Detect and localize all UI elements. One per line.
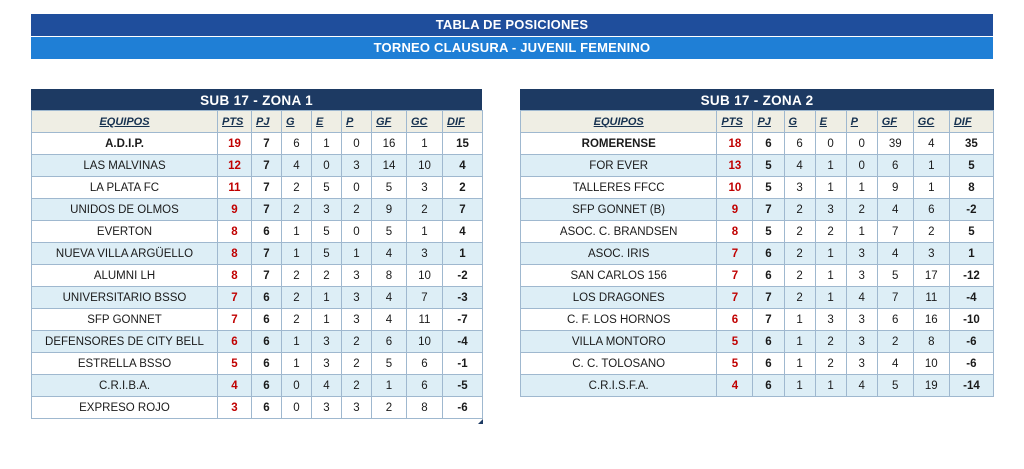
cell-dif: -2 (949, 199, 993, 221)
cell-team: UNIVERSITARIO BSSO (32, 287, 218, 309)
cell-pj: 6 (753, 375, 784, 397)
col-header-gf: GF (877, 111, 913, 133)
cell-e: 5 (312, 243, 342, 265)
zone-2-table (520, 110, 994, 397)
cell-pj: 7 (753, 199, 784, 221)
col-header-team: EQUIPOS (521, 111, 717, 133)
cell-pj: 6 (753, 133, 784, 155)
cell-gc: 4 (913, 133, 949, 155)
col-header-pts: PTS (218, 111, 252, 133)
cell-pj: 6 (753, 353, 784, 375)
cell-team: SFP GONNET (32, 309, 218, 331)
zone-1-table (31, 110, 483, 419)
cell-e: 2 (815, 353, 846, 375)
cell-p: 3 (846, 353, 877, 375)
cell-dif: -7 (443, 309, 483, 331)
cell-dif: -10 (949, 309, 993, 331)
cell-e: 5 (312, 221, 342, 243)
table-row (32, 265, 483, 287)
col-header-g: G (784, 111, 815, 133)
cell-dif: -4 (949, 287, 993, 309)
cell-e: 1 (312, 133, 342, 155)
cell-gc: 3 (407, 243, 443, 265)
cell-e: 1 (312, 287, 342, 309)
cell-dif: 15 (443, 133, 483, 155)
cell-gf: 6 (372, 331, 407, 353)
cell-pts: 12 (218, 155, 252, 177)
cell-g: 1 (784, 309, 815, 331)
cell-team: ALUMNI LH (32, 265, 218, 287)
cell-dif: -5 (443, 375, 483, 397)
cell-pts: 4 (218, 375, 252, 397)
cell-p: 2 (342, 331, 372, 353)
cell-team: FOR EVER (521, 155, 717, 177)
cell-e: 3 (815, 309, 846, 331)
cell-pj: 6 (753, 331, 784, 353)
cell-pj: 7 (753, 287, 784, 309)
cell-pj: 7 (753, 309, 784, 331)
cell-g: 0 (282, 375, 312, 397)
cell-g: 2 (282, 265, 312, 287)
cell-dif: 1 (949, 243, 993, 265)
cell-g: 1 (282, 331, 312, 353)
table-row (521, 243, 994, 265)
cell-pj: 6 (252, 221, 282, 243)
cell-pts: 8 (218, 221, 252, 243)
col-header-dif: DIF (443, 111, 483, 133)
cell-e: 1 (815, 155, 846, 177)
cell-pj: 6 (753, 265, 784, 287)
table-row (521, 199, 994, 221)
cell-dif: 7 (443, 199, 483, 221)
cell-gc: 1 (407, 133, 443, 155)
cell-p: 0 (846, 155, 877, 177)
cell-dif: 35 (949, 133, 993, 155)
cell-gc: 10 (913, 353, 949, 375)
col-header-pj: PJ (252, 111, 282, 133)
cell-gc: 11 (913, 287, 949, 309)
col-header-p: P (342, 111, 372, 133)
cell-team: SFP GONNET (B) (521, 199, 717, 221)
cell-e: 3 (312, 397, 342, 419)
cell-p: 1 (342, 243, 372, 265)
cell-dif: 1 (443, 243, 483, 265)
table-row (32, 331, 483, 353)
cell-team: ASOC. IRIS (521, 243, 717, 265)
cell-gf: 9 (877, 177, 913, 199)
cell-g: 0 (282, 397, 312, 419)
cell-p: 2 (846, 199, 877, 221)
cell-g: 2 (282, 309, 312, 331)
cell-g: 6 (282, 133, 312, 155)
cell-p: 3 (342, 309, 372, 331)
table-row (32, 177, 483, 199)
cell-dif: -2 (443, 265, 483, 287)
cell-e: 2 (312, 265, 342, 287)
cell-team: EXPRESO ROJO (32, 397, 218, 419)
cell-gf: 5 (372, 177, 407, 199)
cell-gc: 6 (407, 353, 443, 375)
cell-g: 1 (282, 353, 312, 375)
cell-team: C. F. LOS HORNOS (521, 309, 717, 331)
cell-pts: 4 (717, 375, 753, 397)
cell-p: 3 (846, 243, 877, 265)
cell-g: 2 (282, 177, 312, 199)
cell-gf: 6 (877, 155, 913, 177)
col-header-e: E (815, 111, 846, 133)
cell-p: 2 (342, 199, 372, 221)
cell-pts: 6 (218, 331, 252, 353)
cell-e: 1 (815, 287, 846, 309)
cell-gf: 2 (372, 397, 407, 419)
cell-g: 4 (784, 155, 815, 177)
cell-pts: 5 (717, 353, 753, 375)
cell-team: DEFENSORES DE CITY BELL (32, 331, 218, 353)
cell-dif: 4 (443, 155, 483, 177)
col-header-gc: GC (913, 111, 949, 133)
cell-gc: 8 (407, 397, 443, 419)
table-row (521, 375, 994, 397)
cell-team: TALLERES FFCC (521, 177, 717, 199)
cell-p: 3 (846, 309, 877, 331)
cell-dif: 2 (443, 177, 483, 199)
cell-gf: 4 (877, 199, 913, 221)
cell-dif: 5 (949, 221, 993, 243)
cell-pts: 19 (218, 133, 252, 155)
cell-team: LA PLATA FC (32, 177, 218, 199)
page-title: TABLA DE POSICIONES (31, 14, 993, 36)
cell-pts: 9 (717, 199, 753, 221)
table-row (521, 265, 994, 287)
cell-pts: 13 (717, 155, 753, 177)
cell-pts: 5 (218, 353, 252, 375)
table-row (32, 155, 483, 177)
cell-p: 4 (846, 375, 877, 397)
cell-p: 3 (342, 397, 372, 419)
cell-dif: -14 (949, 375, 993, 397)
cell-pts: 8 (717, 221, 753, 243)
table-row (32, 287, 483, 309)
sheet-corner-mark (478, 419, 483, 424)
cell-pts: 7 (218, 309, 252, 331)
cell-gf: 4 (372, 287, 407, 309)
table-row (32, 199, 483, 221)
cell-p: 2 (342, 353, 372, 375)
table-row (32, 133, 483, 155)
zone-2-block (520, 89, 994, 397)
cell-e: 1 (312, 309, 342, 331)
cell-e: 3 (312, 199, 342, 221)
cell-team: VILLA MONTORO (521, 331, 717, 353)
table-row (521, 331, 994, 353)
cell-g: 2 (784, 287, 815, 309)
cell-p: 3 (342, 287, 372, 309)
cell-e: 2 (815, 331, 846, 353)
table-row (32, 375, 483, 397)
cell-dif: -1 (443, 353, 483, 375)
cell-pj: 6 (252, 375, 282, 397)
col-header-g: G (282, 111, 312, 133)
col-header-p: P (846, 111, 877, 133)
cell-pj: 5 (753, 221, 784, 243)
cell-g: 2 (282, 199, 312, 221)
cell-gc: 8 (913, 331, 949, 353)
cell-p: 0 (342, 133, 372, 155)
table-row (32, 243, 483, 265)
table-row (521, 287, 994, 309)
cell-p: 0 (342, 221, 372, 243)
col-header-team: EQUIPOS (32, 111, 218, 133)
cell-pj: 7 (252, 133, 282, 155)
table-row (32, 397, 483, 419)
cell-p: 2 (342, 375, 372, 397)
table-header-row (32, 111, 483, 133)
cell-pts: 6 (717, 309, 753, 331)
cell-gf: 1 (372, 375, 407, 397)
cell-gc: 1 (913, 177, 949, 199)
cell-g: 1 (784, 353, 815, 375)
cell-pts: 10 (717, 177, 753, 199)
cell-pts: 5 (717, 331, 753, 353)
cell-gf: 5 (877, 375, 913, 397)
cell-p: 3 (846, 331, 877, 353)
cell-team: A.D.I.P. (32, 133, 218, 155)
cell-g: 4 (282, 155, 312, 177)
cell-pj: 6 (252, 397, 282, 419)
cell-team: SAN CARLOS 156 (521, 265, 717, 287)
cell-g: 3 (784, 177, 815, 199)
cell-gc: 3 (913, 243, 949, 265)
cell-team: C.R.I.B.A. (32, 375, 218, 397)
table-header-row (521, 111, 994, 133)
cell-e: 0 (815, 133, 846, 155)
cell-gc: 1 (407, 221, 443, 243)
cell-gf: 4 (877, 243, 913, 265)
cell-e: 3 (312, 353, 342, 375)
cell-gf: 4 (877, 353, 913, 375)
cell-team: ESTRELLA BSSO (32, 353, 218, 375)
cell-team: ROMERENSE (521, 133, 717, 155)
col-header-gc: GC (407, 111, 443, 133)
cell-g: 1 (282, 243, 312, 265)
cell-gf: 14 (372, 155, 407, 177)
cell-gc: 17 (913, 265, 949, 287)
cell-e: 1 (815, 243, 846, 265)
cell-pj: 7 (252, 243, 282, 265)
cell-g: 2 (784, 199, 815, 221)
cell-gf: 4 (372, 243, 407, 265)
cell-gc: 1 (913, 155, 949, 177)
cell-gc: 10 (407, 155, 443, 177)
cell-team: NUEVA VILLA ARGÜELLO (32, 243, 218, 265)
cell-dif: 8 (949, 177, 993, 199)
table-row (521, 309, 994, 331)
table-row (32, 309, 483, 331)
cell-pts: 18 (717, 133, 753, 155)
cell-pj: 7 (252, 265, 282, 287)
cell-pts: 8 (218, 265, 252, 287)
cell-team: EVERTON (32, 221, 218, 243)
table-row (521, 155, 994, 177)
cell-gf: 5 (372, 353, 407, 375)
cell-gf: 9 (372, 199, 407, 221)
cell-e: 1 (815, 177, 846, 199)
cell-dif: 4 (443, 221, 483, 243)
cell-g: 1 (282, 221, 312, 243)
cell-e: 4 (312, 375, 342, 397)
cell-g: 2 (784, 243, 815, 265)
cell-g: 1 (784, 375, 815, 397)
cell-g: 2 (784, 265, 815, 287)
cell-gf: 4 (372, 309, 407, 331)
cell-pts: 7 (218, 287, 252, 309)
cell-pts: 3 (218, 397, 252, 419)
cell-gf: 39 (877, 133, 913, 155)
table-row (32, 221, 483, 243)
cell-g: 2 (282, 287, 312, 309)
cell-team: C. C. TOLOSANO (521, 353, 717, 375)
cell-gc: 10 (407, 331, 443, 353)
cell-e: 1 (815, 375, 846, 397)
cell-gc: 2 (407, 199, 443, 221)
cell-gc: 19 (913, 375, 949, 397)
cell-pj: 5 (753, 177, 784, 199)
cell-gf: 2 (877, 331, 913, 353)
cell-p: 1 (846, 221, 877, 243)
cell-gf: 7 (877, 221, 913, 243)
cell-gc: 16 (913, 309, 949, 331)
cell-dif: -6 (443, 397, 483, 419)
cell-pts: 7 (717, 265, 753, 287)
cell-gf: 5 (877, 265, 913, 287)
col-header-pj: PJ (753, 111, 784, 133)
cell-gf: 5 (372, 221, 407, 243)
cell-p: 0 (846, 133, 877, 155)
table-row (521, 177, 994, 199)
cell-pj: 5 (753, 155, 784, 177)
col-header-pts: PTS (717, 111, 753, 133)
cell-team: LAS MALVINAS (32, 155, 218, 177)
cell-team: UNIDOS DE OLMOS (32, 199, 218, 221)
cell-gc: 7 (407, 287, 443, 309)
zone-1-block (31, 89, 482, 419)
cell-e: 3 (815, 199, 846, 221)
cell-gc: 6 (913, 199, 949, 221)
cell-gf: 16 (372, 133, 407, 155)
table-row (521, 221, 994, 243)
cell-gc: 10 (407, 265, 443, 287)
cell-pj: 6 (252, 353, 282, 375)
cell-g: 2 (784, 221, 815, 243)
col-header-e: E (312, 111, 342, 133)
cell-gf: 6 (877, 309, 913, 331)
cell-gc: 11 (407, 309, 443, 331)
cell-e: 2 (815, 221, 846, 243)
cell-pj: 7 (252, 155, 282, 177)
cell-p: 0 (342, 177, 372, 199)
zone-2-title: SUB 17 - ZONA 2 (520, 89, 994, 110)
cell-pj: 6 (252, 331, 282, 353)
cell-e: 5 (312, 177, 342, 199)
table-row (32, 353, 483, 375)
cell-pts: 9 (218, 199, 252, 221)
cell-dif: -3 (443, 287, 483, 309)
col-header-gf: GF (372, 111, 407, 133)
cell-gc: 3 (407, 177, 443, 199)
cell-pj: 6 (252, 287, 282, 309)
cell-pj: 7 (252, 199, 282, 221)
cell-pj: 6 (753, 243, 784, 265)
cell-p: 1 (846, 177, 877, 199)
cell-p: 3 (846, 265, 877, 287)
cell-e: 3 (312, 331, 342, 353)
cell-dif: -12 (949, 265, 993, 287)
table-row (521, 353, 994, 375)
cell-g: 1 (784, 331, 815, 353)
table-row (521, 133, 994, 155)
cell-dif: -6 (949, 331, 993, 353)
cell-pts: 7 (717, 243, 753, 265)
cell-dif: -4 (443, 331, 483, 353)
page-subtitle: TORNEO CLAUSURA - JUVENIL FEMENINO (31, 37, 993, 59)
cell-e: 1 (815, 265, 846, 287)
col-header-dif: DIF (949, 111, 993, 133)
cell-gc: 2 (913, 221, 949, 243)
cell-pts: 8 (218, 243, 252, 265)
cell-team: LOS DRAGONES (521, 287, 717, 309)
cell-pts: 11 (218, 177, 252, 199)
cell-pts: 7 (717, 287, 753, 309)
cell-dif: -6 (949, 353, 993, 375)
cell-team: C.R.I.S.F.A. (521, 375, 717, 397)
cell-dif: 5 (949, 155, 993, 177)
cell-gf: 7 (877, 287, 913, 309)
cell-team: ASOC. C. BRANDSEN (521, 221, 717, 243)
cell-gf: 8 (372, 265, 407, 287)
cell-pj: 6 (252, 309, 282, 331)
cell-p: 3 (342, 155, 372, 177)
cell-gc: 6 (407, 375, 443, 397)
cell-g: 6 (784, 133, 815, 155)
cell-p: 4 (846, 287, 877, 309)
header-banner (31, 14, 993, 59)
zone-1-title: SUB 17 - ZONA 1 (31, 89, 482, 110)
cell-pj: 7 (252, 177, 282, 199)
cell-p: 3 (342, 265, 372, 287)
cell-e: 0 (312, 155, 342, 177)
